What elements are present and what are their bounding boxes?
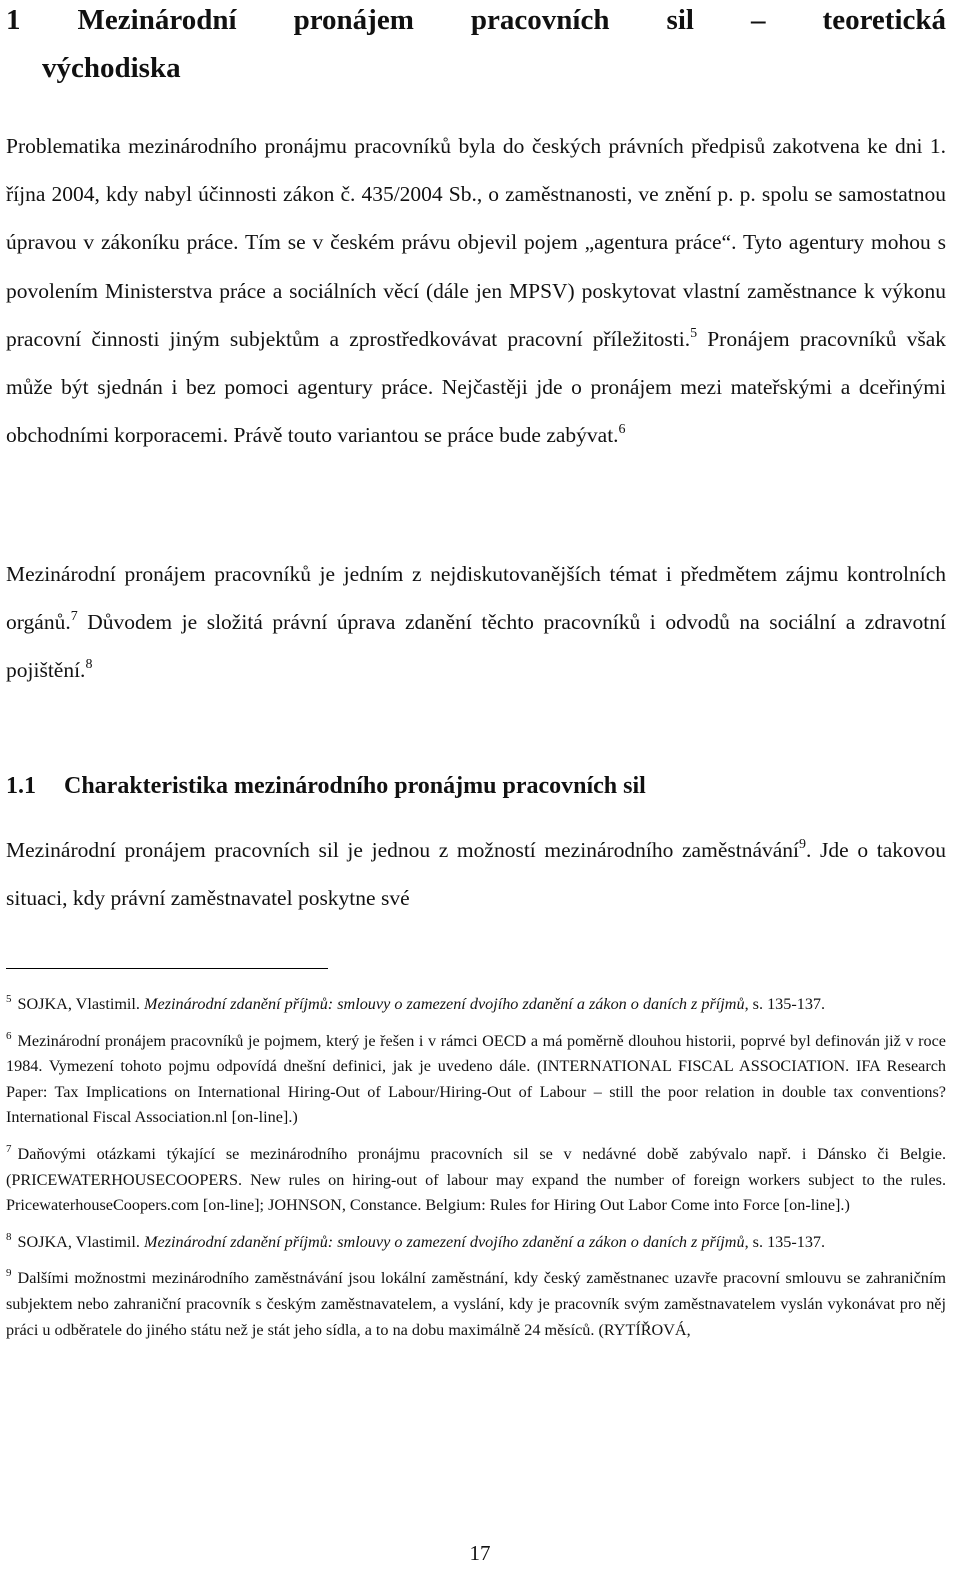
paragraph-controls-text-a: Mezinárodní pronájem pracovníků je jedním z nejdiskutovanějších témat i předmětem zájmu kontrolních orgánů. xyxy=(6,562,946,635)
chapter-title-line-1: 1 Mezinárodní pronájem pracovních sil – teoretická xyxy=(6,4,946,36)
footnote-ref-5[interactable]: 5 xyxy=(690,325,698,341)
footnote-6 xyxy=(6,1029,946,1131)
footnote-number: 9 xyxy=(6,1267,12,1280)
footnote-italic-title: Mezinárodní zdanění příjmů: smlouvy o zamezení dvojího zdanění a zákon o daních z příjmů xyxy=(144,995,745,1013)
footnote-9 xyxy=(6,1266,946,1343)
footnote-7 xyxy=(6,1142,946,1219)
section-title: Charakteristika mezinárodního pronájmu pracovních sil xyxy=(64,773,646,799)
footnote-number: 8 xyxy=(6,1230,12,1243)
footnote-ref-9[interactable]: 9 xyxy=(799,837,807,852)
footnote-text: , s. 135-137. xyxy=(744,995,826,1013)
paragraph-characteristics xyxy=(6,826,946,922)
section-number: 1.1 xyxy=(6,773,36,799)
footnote-ref-8[interactable]: 8 xyxy=(85,657,93,673)
paragraph-intro-text-a: Problematika mezinárodního pronájmu pracovníků byla do českých právních předpisů zakotvena ke dni 1. října 2004, kdy nabyl účinnosti zákon č. 435/2004 Sb., o zaměstnanosti, ve znění p. p. spolu se samostatnou úpravou v zákoníku práce. Tím se v českém právu objevil pojem „agentura práce“. Tyto agentury mohou s povolením Ministerstva práce a sociálních věcí (dále jen MPSV) poskytovat vlastní zaměstnance k výkonu pracovní činnosti jiným subjektům a zprostředkovávat pracovní příležitosti. xyxy=(6,134,946,351)
chapter-title xyxy=(6,0,946,88)
section-heading xyxy=(6,766,646,806)
paragraph-controls-text-b: Důvodem je složitá právní úprava zdanění těchto pracovníků i odvodů na sociální a zdravotní pojištění. xyxy=(6,610,946,683)
footnote-text: SOJKA, Vlastimil. xyxy=(17,995,145,1013)
paragraph-controls xyxy=(6,550,946,695)
footnote-text: SOJKA, Vlastimil. xyxy=(17,1232,145,1251)
page-number: 17 xyxy=(469,1541,491,1565)
paragraph-intro-text-b: Pronájem pracovníků však může být sjednán i bez pomoci agentury práce. Nejčastěji jde o pronájem mezi mateřskými a dceřinými obchodními korporacemi. Právě touto variantou se práce bude zabývat. xyxy=(6,326,946,448)
footnote-text: Mezinárodní pronájem pracovníků je pojmem, který je řešen i v rámci OECD a má poměrně dlouhou historii, poprvé byl definován již v roce 1984. Vymezení tohoto pojmu odpovídá dnešní definici, jak je uvedeno dále. (INTERNATIONAL FISCAL ASSOCIATION. IFA Research Paper: Tax Implications on International Hiring-Out of Labour/Hiring-Out of Labour – still the poor relation in double tax conventions? International Fiscal Association.nl [on-line].) xyxy=(6,1031,946,1127)
footnote-text: , s. 135-137. xyxy=(744,1232,826,1251)
paragraph-characteristics-text-a: Mezinárodní pronájem pracovních sil je jednou z možností mezinárodního zaměstnávání xyxy=(6,838,800,862)
footnote-ref-7[interactable]: 7 xyxy=(70,609,78,625)
footnote-text: Daňovými otázkami týkající se mezinárodního pronájmu pracovních sil se v nedávné době zabývalo např. i Dánsko či Belgie. (PRICEWATERHOUSECOOPERS. New rules on hiring-out of labour may expand the number of foreign workers subject to the rules. PricewaterhouseCoopers.com [on-line]; JOHNSON, Constance. Belgium: Rules for Hiring Out Labor Come into Force [on-line].) xyxy=(6,1144,946,1215)
chapter-title-line-2: východiska xyxy=(42,52,181,84)
footnote-number: 6 xyxy=(6,1029,12,1042)
footnote-5 xyxy=(6,992,946,1018)
footnote-number: 5 xyxy=(6,993,12,1005)
paragraph-characteristics-text-b: . Jde o takovou situaci, kdy právní zaměstnavatel poskytne své xyxy=(6,838,946,911)
footnote-8 xyxy=(6,1230,946,1256)
footnote-italic-title: Mezinárodní zdanění příjmů: smlouvy o zamezení dvojího zdanění a zákon o daních z příjmů xyxy=(144,1232,745,1251)
footnotes xyxy=(6,992,946,1354)
footnote-text: Dalšími možnostmi mezinárodního zaměstnávání jsou lokální zaměstnání, kdy český zaměstnanec uzavře pracovní smlouvu se zahraničním subjektem nebo zahraniční pracovník s českým zaměstnavatelem, a vyslání, kdy je pracovník svým zaměstnavatelem vyslán vykonávat pro něj práci u odběratele do jiného státu než je stát jeho sídla, a to na dobu maximálně 24 měsíců. (RYTÍŘOVÁ, xyxy=(6,1269,946,1339)
paragraph-intro xyxy=(6,122,946,459)
footnote-separator xyxy=(6,968,328,969)
footnote-ref-6[interactable]: 6 xyxy=(618,422,626,438)
footnote-number: 7 xyxy=(6,1142,12,1155)
